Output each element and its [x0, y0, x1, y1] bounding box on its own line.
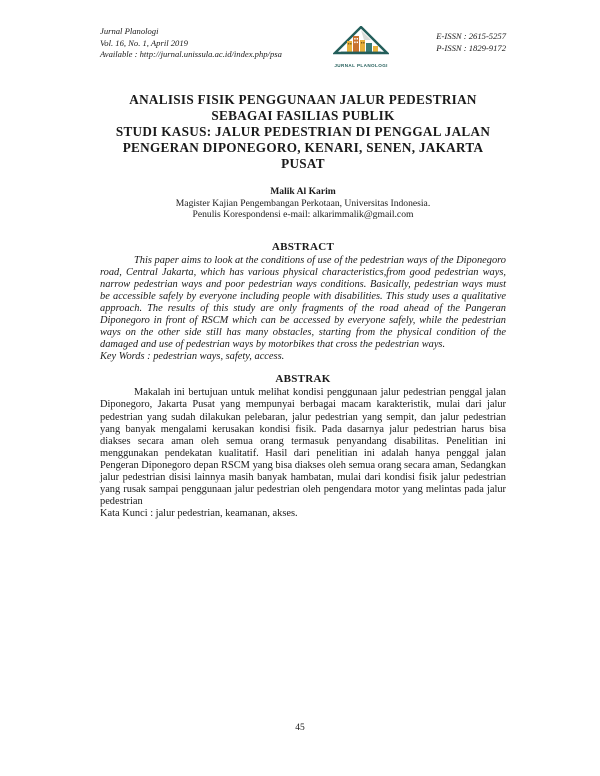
- journal-volume: Vol. 16, No. 1, April 2019: [100, 37, 188, 48]
- article-title: [100, 92, 506, 172]
- journal-logo: [330, 26, 392, 68]
- article-title-line-1: ANALISIS FISIK PENGGUNAAN JALUR PEDESTRIAN: [129, 92, 477, 107]
- author-correspondence-email: Penulis Korespondensi e-mail: alkarimmalik@gmail.com: [192, 209, 414, 220]
- journal-info: [100, 26, 282, 61]
- article-title-line-4: PENGERAN DIPONEGORO, KENARI, SENEN, JAKARTA PUSAT: [122, 140, 484, 171]
- issn-info: [436, 26, 506, 54]
- journal-logo-text: JURNAL PLANOLOGI: [334, 63, 388, 68]
- page-header: [100, 26, 506, 68]
- author-affiliation: Magister Kajian Pengembangan Perkotaan, Universitas Indonesia.: [175, 197, 431, 209]
- journal-logo-icon: [333, 26, 389, 58]
- abstract-en-keywords: Key Words : pedestrian ways, safety, access.: [100, 351, 285, 363]
- article-title-line-2: SEBAGAI FASILIAS PUBLIK: [211, 108, 395, 123]
- abstract-id-heading: ABSTRAK: [275, 373, 331, 386]
- e-issn: E-ISSN : 2615-5257: [436, 31, 506, 41]
- p-issn: P-ISSN : 1829-9172: [436, 43, 506, 53]
- abstract-id-body: Makalah ini bertujuan untuk melihat kondisi penggunaan jalur pedestrian penggal jalan Diponegoro, Jakarta Pusat yang mempunyai berbagai macam karakteristik, mulai dari jalur pedestrian yang sudah dilakukan pelebaran, jalur pedestrian yang sempit, dan jalur pedestrian yang banyak mengalami kerusakan kondisi fisik. Pada dasarnya jalur pedestrian harus bisa diakses secara aman oleh semua orang termasuk penyandang disabilitas. Penelitian ini menggunakan pendekatan kualitatif. Hasil dari penelitian ini adalah hanya penggal jalan Pengeran Diponegoro depan RSCM yang bisa diakses oleh semua orang secara aman, Sedangkan jalur pedestrian disisi lainnya masih banyak hambatan, mulai dari kondisi fisik jalur pedestrian yang rusak sampai penggunaan jalur pedestrian oleh pengendara motor yang melintas pada jalur pedestrian: [100, 387, 506, 508]
- page-number: 45: [295, 723, 305, 733]
- journal-availability-url: Available : http://jurnal.unissula.ac.id/index.php/psa: [100, 49, 282, 59]
- abstract-id-keywords: Kata Kunci : jalur pedestrian, keamanan, akses.: [100, 508, 298, 520]
- author-block: [100, 186, 506, 221]
- article-title-line-3: STUDI KASUS: JALUR PEDESTRIAN DI PENGGAL JALAN: [115, 124, 491, 139]
- page-content: [100, 26, 506, 520]
- abstract-en-heading: ABSTRACT: [271, 240, 335, 253]
- abstract-en-body: This paper aims to look at the conditions of use of the pedestrian ways of the Diponegoro road, Central Jakarta, which has various physical characteristics,from good pedestrian ways, narrow pedestrian ways and poor pedestrian ways conditions. Basically, pedestrian ways must be accessible safely by everyone including people with disabilities. This study uses a qualitative approach. The results of this study are only fragments of the road ahead of the Pangeran Diponegoro in front of RSCM which can be accessed by everyone safely, while the pedestrian ways on the other side still has many obstacles, starting from the physical condition of the damaged and use of pedestrian ways by motorbikes that cross the pedestrian ways.: [100, 254, 506, 351]
- journal-name: Jurnal Planologi: [100, 26, 159, 36]
- author-name: Malik Al Karim: [270, 186, 336, 197]
